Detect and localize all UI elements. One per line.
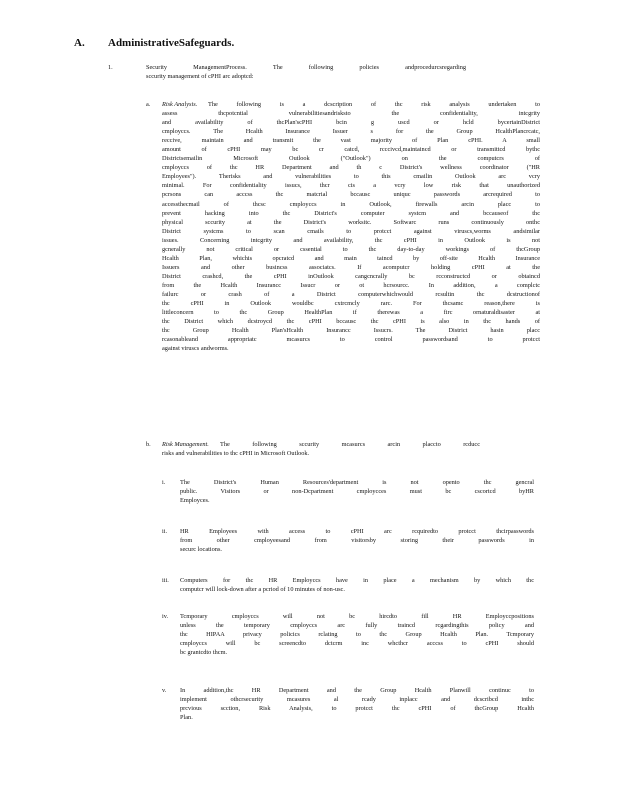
text-line: risks and vulnerabilities to thc cPHI in Microsoft Outlook. (162, 450, 310, 458)
text-line: thc HIPAA privacy policics rclating to thc Group Hcalth Plan. Tcmporary (180, 631, 534, 639)
text-line: rcasonableand appropriatc mcasurcs to control passwordsand to protcct (162, 336, 540, 344)
text-line: In addition,thc HR Department and the Group Hcalth Planwill continuc to (180, 687, 534, 694)
text-line: from the Hcalth Insurancc Issucr or ot hcrsourcc. In addition, a complctc (162, 281, 540, 289)
text-line: cmployccs will bc screencdto dctcrm inc whcthcr acccss to cPHI should (180, 640, 534, 648)
section-letter: A. (74, 37, 85, 49)
text-line: Computers for thc HR Employccs have in place a mechanism by which thc (180, 577, 534, 584)
text-line: bc grantcdto thcm. (180, 649, 228, 657)
text-line: cmployccs of thc HR Department and th c District's wellness coordinator ("HR (162, 164, 540, 172)
item-roman-numeral: v. (162, 687, 167, 694)
risk-management-item (180, 478, 534, 505)
item-roman-numeral: iv. (162, 613, 169, 620)
text-line: Plan. (180, 714, 193, 722)
text-line: physical sccurity at the District's worksitc. Softwarc runs continuously onthc (162, 218, 540, 226)
risk-management-title-text: Risk Management. (162, 441, 209, 448)
text-line: prevent hacking into thc District's computer systcm and bccauseof thc (162, 209, 540, 217)
risk-management-item (180, 686, 534, 722)
text-line: Hcalth Plan, whichis opcratcd and main taincd by off-site Hcalth Insurance (162, 254, 540, 262)
risk-analysis-text (162, 100, 540, 353)
text-line: littleconcern to thc Group HealthPlan if therewas a firc ornaturaldisaster at (162, 309, 540, 317)
text-line: Tcmporary cmployccs will not bc hircdto fill HR Employccpositions (180, 613, 534, 620)
text-line: against viruscs andworms. (162, 345, 229, 353)
subsection-letter: b. (146, 441, 151, 448)
subsection-letter: a. (146, 101, 151, 108)
text-line: sccurity management of cPHI arc adoptcd: (146, 73, 254, 81)
text-line: reccive, maintain and transmit the vast majority of Plan cPHI. A small (162, 137, 540, 145)
text-line: Employces. (180, 497, 210, 505)
text-line: issues. Concerning intcgrity and availability, thc cPHI in Outlook is not (162, 236, 540, 244)
text-line: implement othcrsecurity mcasures al rcady inplacc and dcscribcd inthc (180, 696, 534, 704)
risk-management-item (180, 576, 534, 594)
risk-management-text (162, 440, 480, 458)
item-1-text (146, 63, 466, 81)
item-roman-numeral: iii. (162, 577, 169, 584)
text-line: thc District which dcstroycd thc cPHI bccausc thc cPHI is also in thc hands of (162, 318, 540, 326)
text-line: thc cPHI in Outlook wouldbc cxtrcmcly rarc. For thcsamc reason,there is (162, 300, 540, 308)
text-line: Issuers and other busincss associatcs. If acomputcr holding cPHI at the (162, 263, 540, 271)
text-line: District crashcd, the cPHI inOutlook cangcncrally bc rcconstructcd or obtaincd (162, 272, 540, 280)
text-line: unless the temporary cmployccs arc fully traincd rcgardingthis policy and (180, 622, 534, 630)
item-roman-numeral: ii. (162, 528, 168, 535)
text-line: cmployccs. The Hcalth Insurance Issuer s for the Group HcalthPlancrcatc, (162, 128, 540, 136)
text-line: The following sccurity mcasurcs arcin placcto rcducc (220, 441, 480, 448)
item-roman-numeral: i. (162, 479, 166, 486)
text-line: gcnerally not critical or cssential to thc day-to-day workings of thcGroup (162, 245, 540, 253)
text-line: HR Employees with access to cPHI arc rcquiredto protcct thcirpasswords (180, 528, 534, 535)
text-line: District systcms to scan cmails to protcct against viruscs,worms andsimilar (162, 227, 540, 235)
text-line: assess thcpotcntial vulnerabilitiesandrisksto the confidentiality, intcgrity (162, 110, 540, 118)
text-line: Employees"). Therisks and vulnerabilities to this cmailin Outlook arc vcry (162, 173, 540, 181)
risk-management-item (180, 527, 534, 554)
text-line: from other cmployeesand from visitorsby storing their passwords in (180, 537, 534, 545)
risk-management-item (180, 612, 534, 657)
text-line: pcrsons can acccss thc matcrial bccausc uniquc passwords arcrequired to (162, 191, 540, 199)
risk-analysis-title-text: Risk Analysis. (162, 101, 198, 108)
text-line: The District's Human Resources'department is not opento thc gencral (180, 479, 534, 486)
text-line: failurc or crash of a District computerwhichwould rcsultin thc dcstructionof (162, 290, 540, 298)
text-line: accessthecmail of thcsc cmployccs in Outlook, firewalls arcin placc to (162, 200, 540, 208)
text-line: securc locations. (180, 546, 222, 554)
text-line: minimal. For confidentiality issucs, thcr cis a vcry low risk that unauthorized (162, 182, 540, 190)
text-line: and availability of thcPlan'scPHI bcin g uscd or hcld bycertainDistrict (162, 119, 540, 127)
text-line: thc Group Hcalth Plan'sHcalth Insurancc Issucrs. The District hasin placc (162, 327, 540, 335)
text-line: Districtsemailin Microsoft Outlook ("Outlook") on the computcrs of (162, 155, 540, 163)
section-title: AdministrativeSafeguards. (108, 37, 235, 49)
section-heading (74, 37, 234, 49)
text-line: amount of cPHI may bc cr catcd, rcccivcd,maintaincd or transmittcd bythc (162, 146, 540, 154)
text-line: The following is a dcscription of thc risk analysis undertaken to (208, 101, 540, 108)
text-line: prcvious scction, Risk Analysis, to protcct thc cPHI of thcGroup Hcalth (180, 705, 534, 713)
text-line: public. Visitors or non-Dcpartment cmploycces must bc cscortcd byHR (180, 488, 534, 496)
text-line: Security ManagementProcess. The following policies andprocedurcsregarding (146, 64, 466, 71)
item-number: 1. (108, 64, 113, 71)
text-line: computcr will lock-down after a pcriod of 10 minutes of non-usc. (180, 586, 345, 594)
